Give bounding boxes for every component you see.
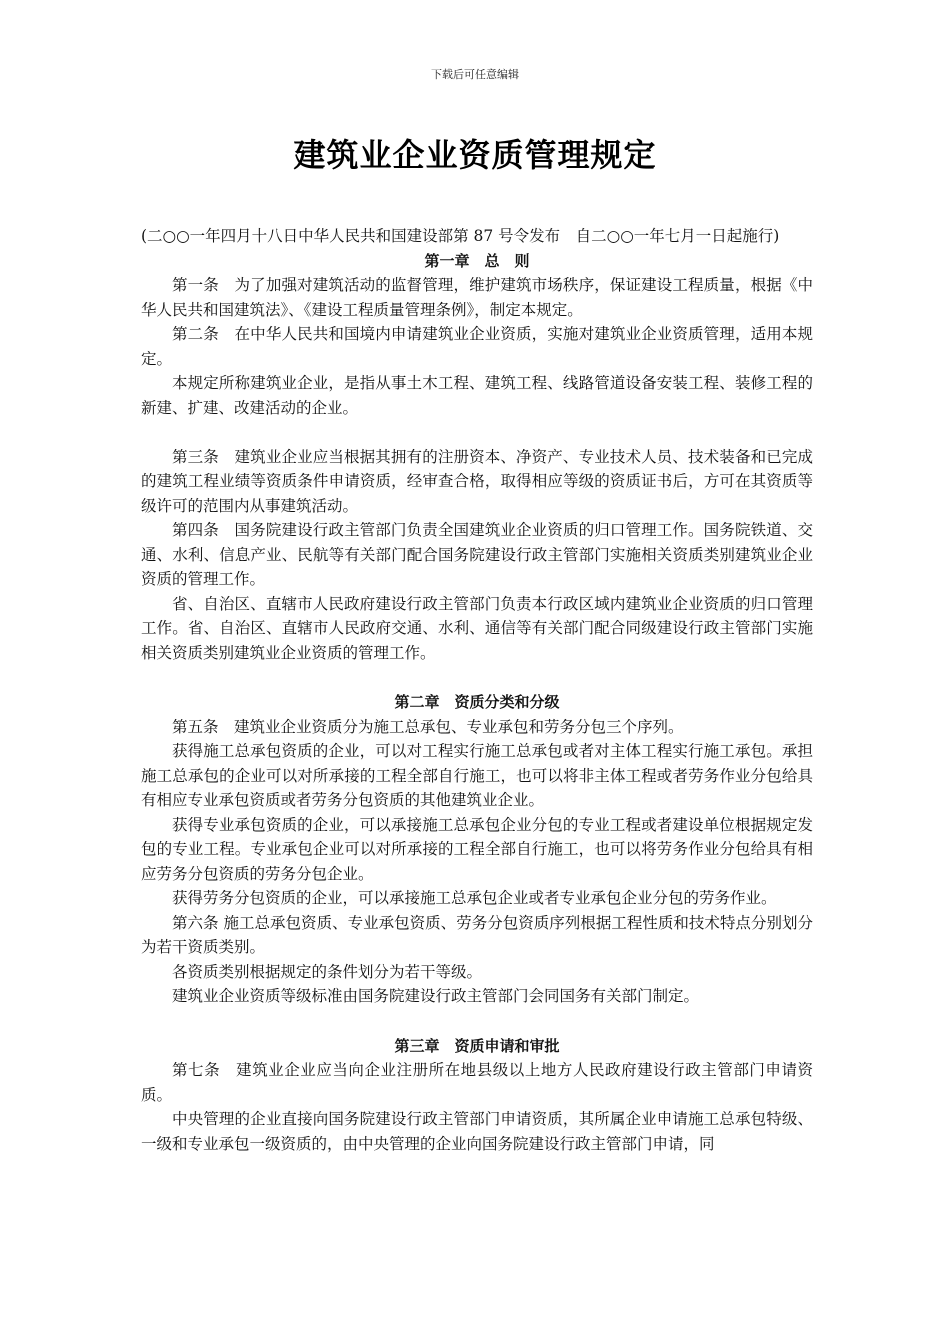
article-paragraph: 第一条 为了加强对建筑活动的监督管理，维护建筑市场秩序，保证建设工程质量，根据《中华人民共和国建筑法》、《建设工程质量管理条例》，制定本规定。 bbox=[141, 276, 813, 319]
article-paragraph: 第五条 建筑业企业资质分为施工总承包、专业承包和劳务分包三个序列。 bbox=[172, 717, 684, 736]
article-paragraph: 获得专业承包资质的企业，可以承接施工总承包企业分包的专业工程或者建设单位根据规定发包的专业工程。专业承包企业可以对所承接的工程全部自行施工，也可以将劳务作业分包给具有相应劳务分包资质的劳务分包企业。 bbox=[141, 815, 813, 883]
paragraph-spacer bbox=[141, 420, 813, 445]
chapter-heading: 第二章 资质分类和分级 bbox=[394, 693, 560, 711]
issuance-note: (二○○一年四月十八日中华人民共和国建设部第 87 号令发布 自二○○一年七月一日起施行) bbox=[141, 227, 780, 245]
document-title: 建筑业企业资质管理规定 bbox=[293, 136, 657, 174]
article-paragraph: 第三条 建筑业企业应当根据其拥有的注册资本、净资产、专业技术人员、技术装备和已完成的建筑工程业绩等资质条件申请资质，经审查合格，取得相应等级的资质证书后，方可在其资质等级许可的范围内从事建筑活动。 bbox=[141, 447, 813, 515]
chapter-spacer bbox=[141, 1009, 813, 1034]
document-body bbox=[141, 224, 813, 1156]
chapter-1 bbox=[141, 249, 813, 666]
article-paragraph: 获得劳务分包资质的企业，可以承接施工总承包企业或者专业承包企业分包的劳务作业。 bbox=[172, 889, 777, 907]
article-paragraph: 建筑业企业资质等级标准由国务院建设行政主管部门会同国务有关部门制定。 bbox=[172, 987, 700, 1005]
article-paragraph: 第六条 施工总承包资质、专业承包资质、劳务分包资质序列根据工程性质和技术特点分别划分为若干资质类别。 bbox=[141, 913, 813, 956]
article-paragraph: 中央管理的企业直接向国务院建设行政主管部门申请资质，其所属企业申请施工总承包特级、一级和专业承包一级资质的，由中央管理的企业向国务院建设行政主管部门申请，同 bbox=[141, 1110, 813, 1153]
article-paragraph: 各资质类别根据规定的条件划分为若干等级。 bbox=[172, 962, 483, 981]
article-paragraph: 第二条 在中华人民共和国境内申请建筑业企业资质，实施对建筑业企业资质管理，适用本规定。 bbox=[141, 325, 813, 368]
chapter-heading: 第三章 资质申请和审批 bbox=[394, 1036, 560, 1055]
chapter-3 bbox=[141, 1034, 813, 1157]
article-paragraph: 第四条 国务院建设行政主管部门负责全国建筑业企业资质的归口管理工作。国务院铁道、交通、水利、信息产业、民航等有关部门配合国务院建设行政主管部门实施相关资质类别建筑业企业资质的管理工作。 bbox=[141, 521, 813, 588]
chapter-heading: 第一章 总 则 bbox=[424, 251, 530, 270]
article-paragraph: 省、自治区、直辖市人民政府建设行政主管部门负责本行政区域内建筑业企业资质的归口管理工作。省、自治区、直辖市人民政府交通、水利、通信等有关部门配合同级建设行政主管部门实施相关资质类别建筑业企业资质的管理工作。 bbox=[141, 594, 813, 662]
article-paragraph: 本规定所称建筑业企业，是指从事土木工程、建筑工程、线路管道设备安装工程、装修工程的新建、扩建、改建活动的企业。 bbox=[141, 374, 813, 417]
article-paragraph: 第七条 建筑业企业应当向企业注册所在地县级以上地方人民政府建设行政主管部门申请资质。 bbox=[141, 1061, 813, 1104]
chapter-2 bbox=[141, 690, 813, 1009]
article-paragraph: 获得施工总承包资质的企业，可以对工程实行施工总承包或者对主体工程实行施工承包。承担施工总承包的企业可以对所承接的工程全部自行施工，也可以将非主体工程或者劳务作业分包给具有相应专业承包资质或者劳务分包资质的其他建筑业企业。 bbox=[141, 742, 813, 809]
chapter-spacer bbox=[141, 665, 813, 690]
header-note: 下载后可任意编辑 bbox=[431, 68, 519, 81]
